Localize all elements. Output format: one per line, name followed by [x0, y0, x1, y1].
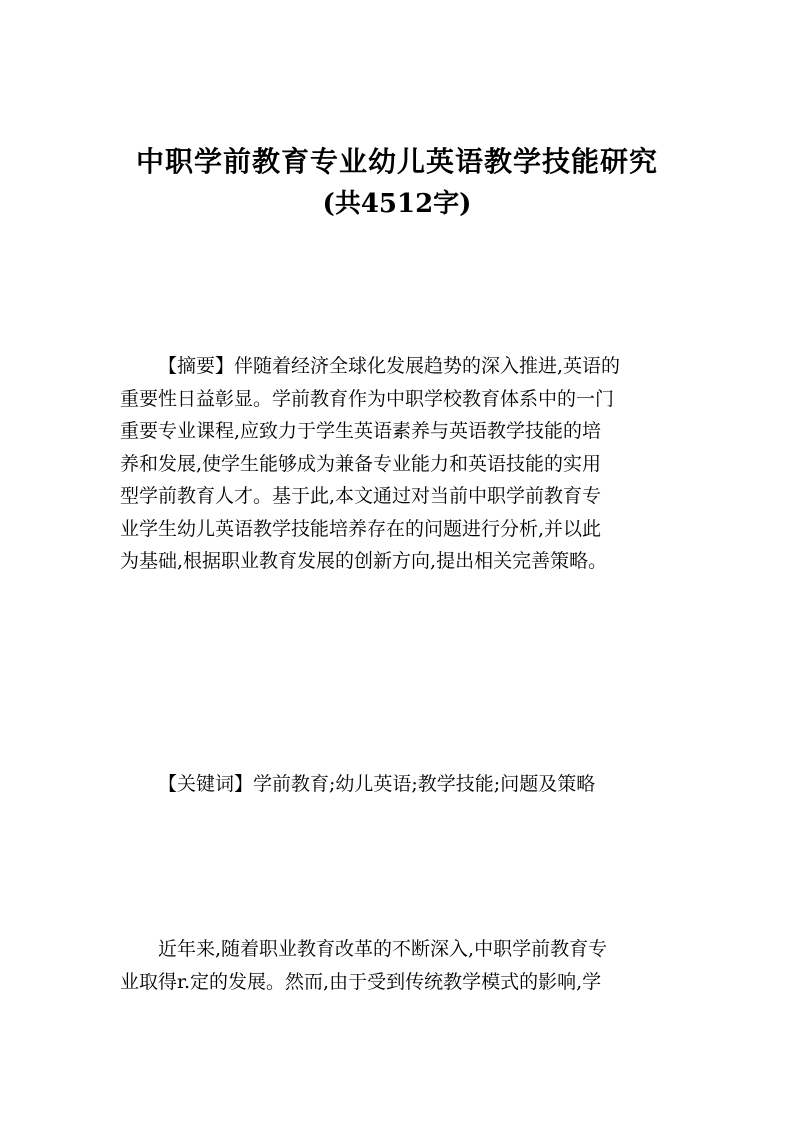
intro-line: 近年来,随着职业教育改革的不断深入,中职学前教育专	[158, 938, 608, 960]
keywords-paragraph	[120, 768, 680, 801]
document-title	[0, 140, 794, 224]
abstract-line: 业学生幼儿英语教学技能培养存在的问题进行分析,并以此	[120, 517, 602, 540]
abstract-line: 重要专业课程,应致力于学生英语素养与英语教学技能的培	[120, 420, 602, 442]
abstract-line: 养和发展,使学生能够成为兼备专业能力和英语技能的实用	[120, 452, 602, 475]
title-main: 中职学前教育专业幼儿英语教学技能研究	[135, 145, 658, 178]
title-word-count: (共4512字)	[322, 189, 472, 219]
abstract-line: 为基础,根据职业教育发展的创新方向,提出相关完善策略。	[120, 550, 608, 572]
abstract-line: 【摘要】伴随着经济全球化发展趋势的深入推进,英语的	[158, 355, 621, 377]
intro-paragraph	[120, 933, 680, 998]
abstract-line: 型学前教育人才。基于此,本文通过对当前中职学前教育专	[120, 485, 602, 507]
abstract-line: 重要性日益彰显。学前教育作为中职学校教育体系中的一门	[120, 387, 615, 410]
abstract-paragraph	[120, 350, 680, 578]
intro-line: 业取得r.定的发展。然而,由于受到传统教学模式的影响,学	[120, 970, 602, 993]
keywords-line: 【关键词】学前教育;幼儿英语;教学技能;问题及策略	[158, 773, 596, 795]
